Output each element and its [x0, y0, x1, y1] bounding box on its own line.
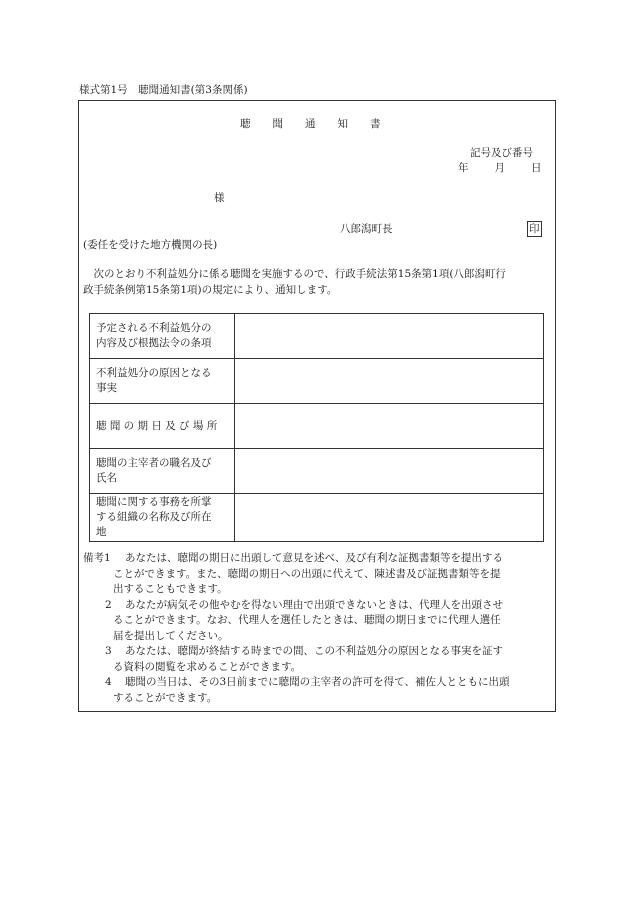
- title-char: 知: [337, 118, 348, 130]
- remark-line: ことができます。また、聴聞の期日への出頭に代えて、陳述書及び証拠書類等を提: [113, 567, 501, 580]
- title-char: 聴: [240, 118, 251, 130]
- label-line: 内容及び根拠法令の条項: [96, 337, 212, 349]
- remark-line: る資料の閲覧を求めることができます。: [113, 660, 302, 673]
- remark-line: あなたが病気その他やむを得ない理由で出頭できないときは、代理人を出頭させ: [125, 598, 503, 611]
- table-row: [90, 404, 544, 449]
- intro-line: 政手続条例第15条第1項)の規定により、通知します。: [83, 284, 338, 296]
- row-value[interactable]: [235, 314, 544, 359]
- intro-paragraph: [83, 266, 553, 298]
- date-day: 日: [531, 162, 542, 174]
- remark-number: 2: [105, 598, 112, 611]
- issuer-title: 八郎潟町長: [340, 223, 393, 235]
- hearing-info-table: [89, 313, 544, 542]
- date-line: [458, 162, 542, 176]
- label-line: 不利益処分の原因となる: [96, 367, 212, 379]
- seal-box: 印: [529, 223, 540, 235]
- table-row: [90, 449, 544, 494]
- remarks-section: [83, 551, 553, 706]
- remark-line: 届を提出してください。: [113, 629, 229, 642]
- label-line: する組織の名称及び所在: [96, 511, 212, 523]
- table-row: [90, 314, 544, 359]
- form-number-label: 様式第1号 聴聞通知書(第3条関係): [79, 84, 248, 96]
- remark-number: 3: [105, 645, 112, 657]
- reference-number-label: 記号及び番号: [470, 147, 533, 159]
- date-month: 月: [494, 162, 505, 174]
- remark-line: 聴聞の当日は、その3日前までに聴聞の主宰者の許可を得て、補佐人とともに出頭: [125, 676, 510, 688]
- table-row: [90, 359, 544, 404]
- title-char: 書: [370, 118, 381, 130]
- addressee-suffix: 様: [214, 192, 225, 204]
- date-year: 年: [458, 162, 469, 174]
- document-title: [240, 118, 381, 132]
- row-label: [90, 404, 235, 449]
- row-label: [90, 449, 235, 494]
- remark-line: 出することもできます。: [113, 583, 228, 595]
- remark-item: [83, 644, 553, 675]
- remark-item: [83, 598, 553, 645]
- label-line: 事実: [96, 382, 117, 394]
- row-label: [90, 494, 235, 542]
- remark-item: [83, 675, 553, 706]
- delegate-note: (委任を受けた地方機関の長): [83, 239, 218, 251]
- remark-number: 備考1: [83, 552, 111, 564]
- row-value[interactable]: [235, 449, 544, 494]
- remark-item: [83, 551, 553, 598]
- row-value[interactable]: [235, 404, 544, 449]
- row-value[interactable]: [235, 359, 544, 404]
- title-char: 通: [305, 118, 316, 130]
- label-line: 地: [96, 526, 107, 538]
- label-line: 聴聞に関する事務を所掌: [96, 496, 212, 508]
- label-line: 氏名: [96, 472, 117, 484]
- remark-line: することができます。: [113, 691, 218, 704]
- row-label: [90, 359, 235, 404]
- intro-line: 次のとおり不利益処分に係る聴聞を実施するので、行政手続法第15条第1項(八郎潟町行: [83, 268, 506, 280]
- remark-line: あなたは、聴聞が終結する時までの間、この不利益処分の原因となる事実を証す: [125, 645, 503, 657]
- label-line: 予定される不利益処分の: [96, 322, 212, 334]
- label-line: 聴 聞 の 期 日 及 び 場 所: [96, 419, 218, 432]
- label-line: 聴聞の主宰者の職名及び: [96, 457, 212, 469]
- table-row: [90, 494, 544, 542]
- row-value[interactable]: [235, 494, 544, 542]
- remark-line: あなたは、聴聞の期日に出頭して意見を述べ、及び有利な証拠書類等を提出する: [125, 552, 503, 564]
- row-label: [90, 314, 235, 359]
- title-char: 聞: [272, 118, 283, 130]
- remark-line: ることができます。なお、代理人を選任したときは、聴聞の期日までに代理人選任: [113, 614, 501, 626]
- remark-number: 4: [105, 676, 112, 688]
